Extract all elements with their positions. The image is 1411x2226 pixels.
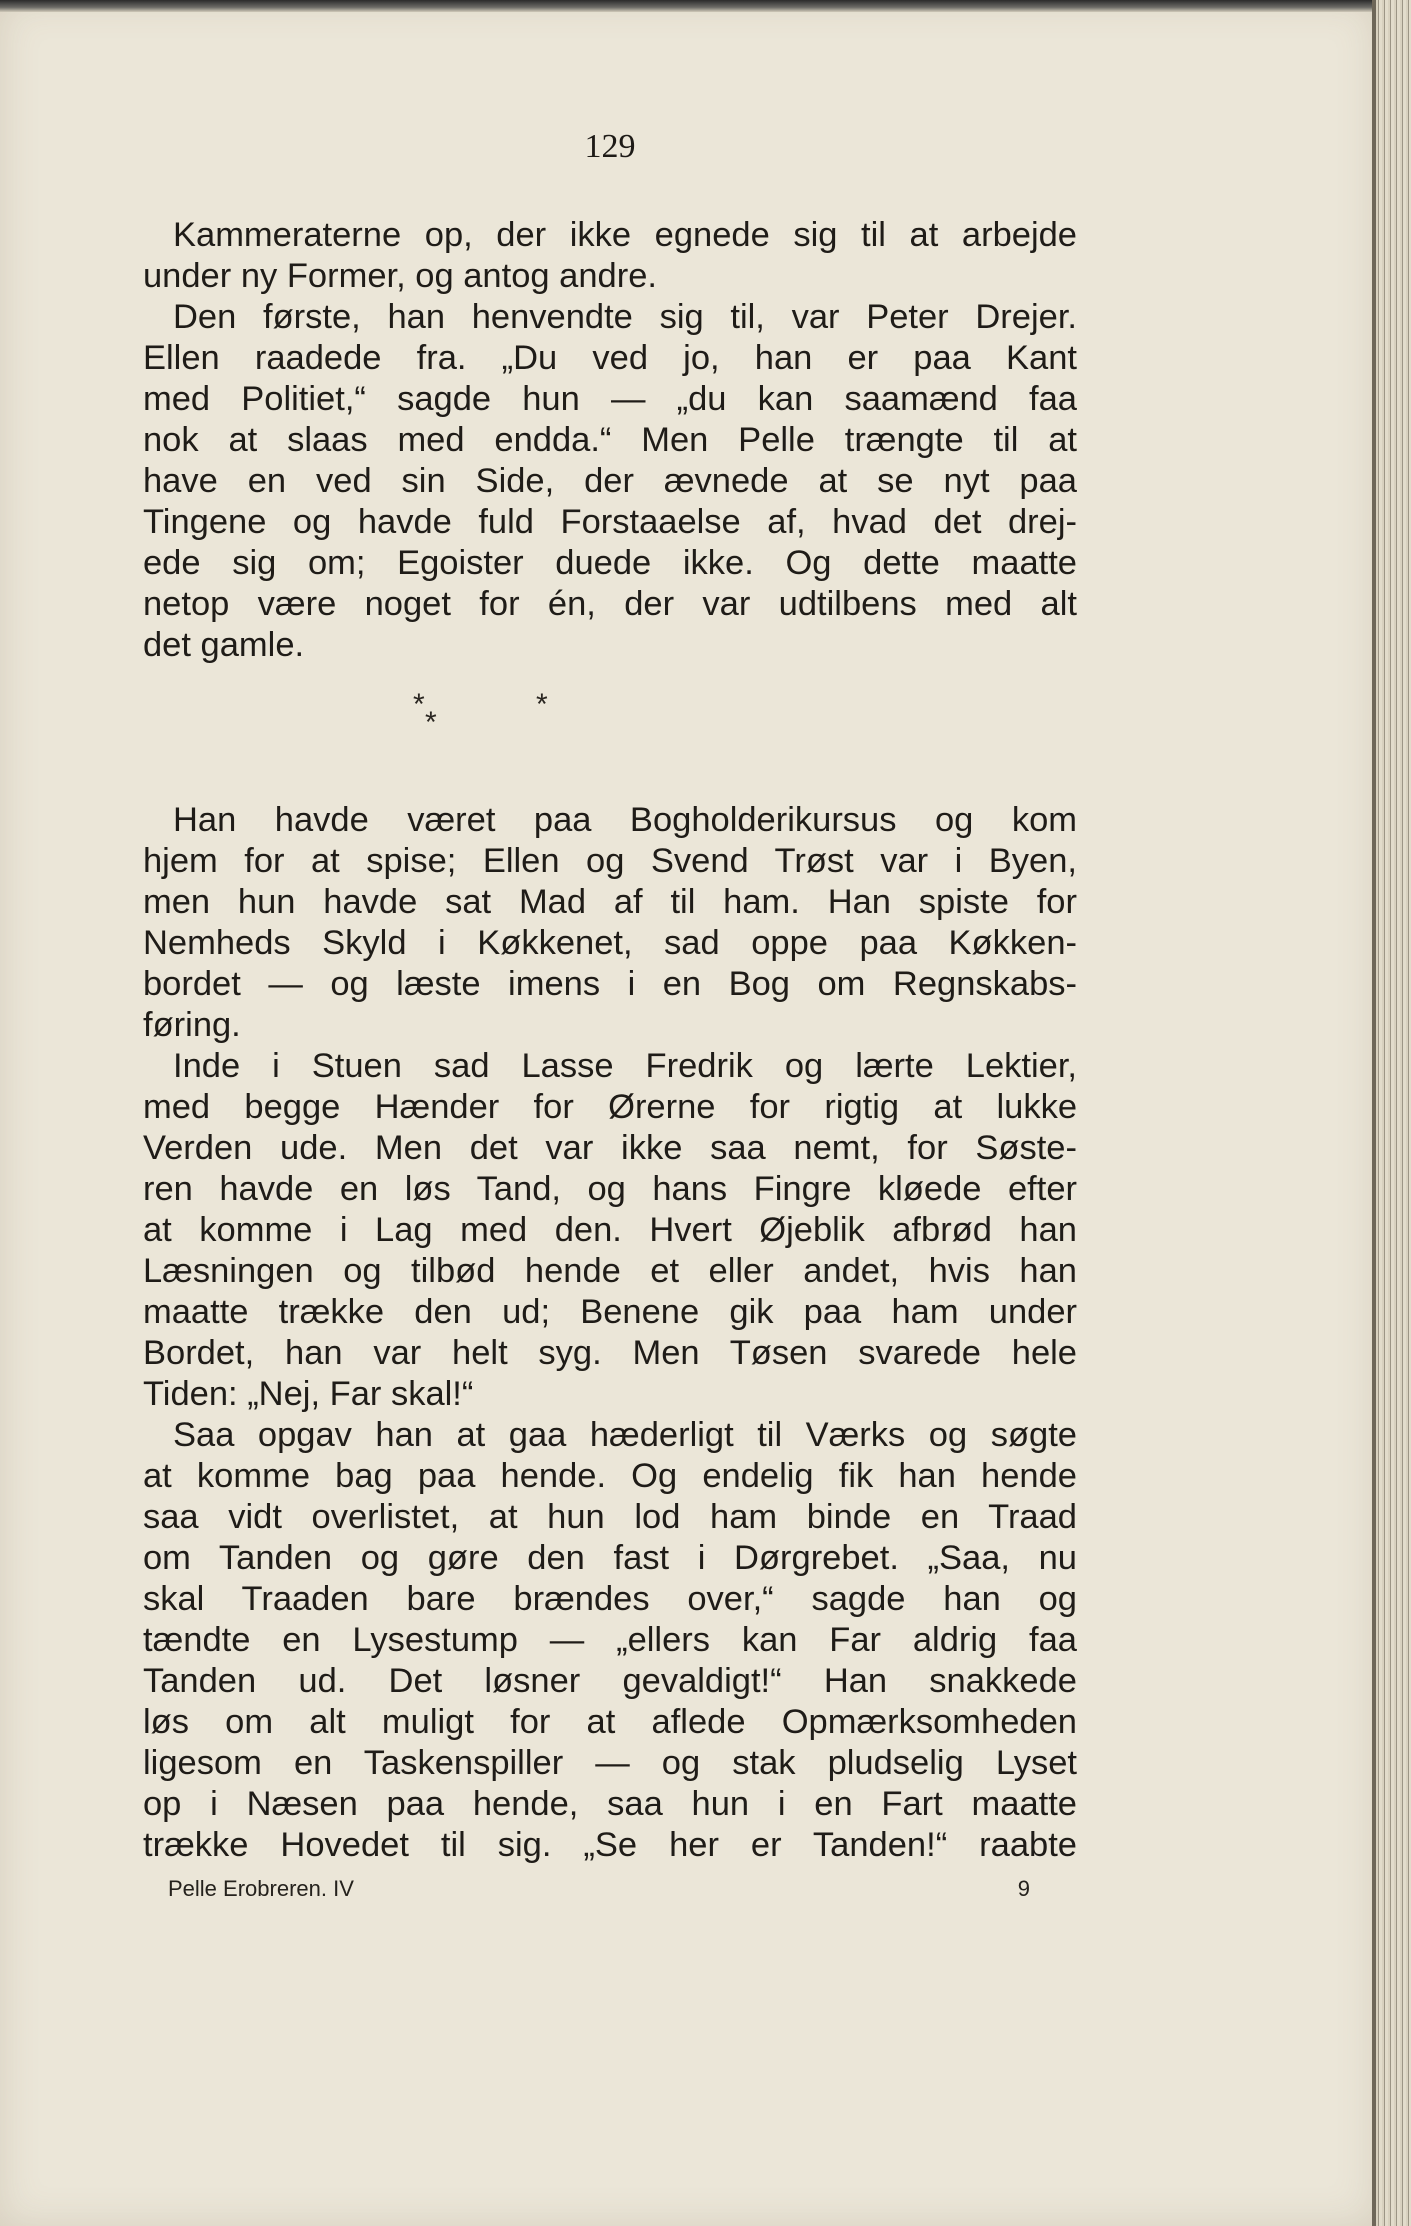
text-line: nok at slaas med endda.“ Men Pelle trængte til at: [143, 421, 1077, 459]
text-line: under ny Former, og antog andre.: [143, 257, 657, 295]
text-line: Verden ude. Men det var ikke saa nemt, for Søste-: [143, 1129, 1077, 1167]
text-line: om Tanden og gøre den fast i Dørgrebet. „Saa, nu: [143, 1539, 1077, 1577]
paragraphs-before-break: [143, 215, 1077, 666]
top-edge-shadow: [0, 0, 1411, 12]
text-line: at komme bag paa hende. Og endelig fik han hende: [143, 1457, 1077, 1495]
sheet-number: 9: [1017, 1876, 1030, 1901]
text-line: Saa opgav han at gaa hæderligt til Værks og søgte: [173, 1416, 1077, 1454]
paragraph: [143, 215, 1077, 297]
text-line: Den første, han henvendte sig til, var Peter Drejer.: [173, 298, 1077, 336]
text-line: skal Traaden bare brændes over,“ sagde han og: [143, 1580, 1077, 1618]
paragraph: [143, 800, 1077, 1046]
text-line: ligesom en Taskenspiller — og stak pludselig Lyset: [143, 1744, 1077, 1782]
text-line: Ellen raadede fra. „Du ved jo, han er paa Kant: [143, 339, 1077, 377]
text-line: ede sig om; Egoister duede ikke. Og dette maatte: [143, 544, 1077, 582]
text-line: Bordet, han var helt syg. Men Tøsen svarede hele: [143, 1334, 1077, 1372]
text-line: Nemheds Skyld i Køkkenet, sad oppe paa Køkken-: [143, 924, 1077, 962]
text-line: Tanden ud. Det løsner gevaldigt!“ Han snakkede: [143, 1662, 1077, 1700]
text-line: Tingene og havde fuld Forstaaelse af, hvad det drej-: [143, 503, 1077, 541]
text-line: Han havde været paa Bogholderikursus og kom: [173, 801, 1077, 839]
book-fore-edge: [1376, 0, 1411, 2226]
text-line: det gamle.: [143, 626, 305, 664]
text-line: ren havde en løs Tand, og hans Fingre kløede efter: [143, 1170, 1077, 1208]
text-line: maatte trække den ud; Benene gik paa ham under: [143, 1293, 1077, 1331]
page-footer: [168, 1876, 1030, 1902]
text-line: netop være noget for én, der var udtilbens med alt: [143, 585, 1077, 623]
text-line: Kammeraterne op, der ikke egnede sig til at arbejde: [173, 216, 1077, 254]
text-line: Inde i Stuen sad Lasse Fredrik og lærte Lektier,: [173, 1047, 1077, 1085]
paragraphs-after-break: [143, 800, 1077, 1866]
text-line: saa vidt overlistet, at hun lod ham binde en Traad: [143, 1498, 1077, 1536]
text-line: hjem for at spise; Ellen og Svend Trøst var i Byen,: [143, 842, 1077, 880]
text-line: op i Næsen paa hende, saa hun i en Fart maatte: [143, 1785, 1077, 1823]
body-text: [143, 215, 1077, 1866]
section-break: [143, 684, 1077, 784]
text-line: løs om alt muligt for at aflede Opmærksomheden: [143, 1703, 1077, 1741]
signature-mark: Pelle Erobreren. IV: [168, 1876, 354, 1901]
page-number: 129: [584, 128, 636, 165]
text-line: Læsningen og tilbød hende et eller andet, hvis han: [143, 1252, 1077, 1290]
text-line: tændte en Lysestump — „ellers kan Far aldrig faa: [143, 1621, 1077, 1659]
section-break-star: *: [425, 706, 437, 739]
paragraph: [143, 1046, 1077, 1415]
text-line: føring.: [143, 1006, 241, 1044]
text-line: bordet — og læste imens i en Bog om Regnskabs-: [143, 965, 1077, 1003]
text-line: trække Hovedet til sig. „Se her er Tanden!“ raabte: [143, 1826, 1077, 1864]
text-line: Tiden: „Nej, Far skal!“: [143, 1375, 474, 1413]
section-break-star: *: [413, 688, 425, 721]
paragraph: [143, 297, 1077, 666]
text-line: at komme i Lag med den. Hvert Øjeblik afbrød han: [143, 1211, 1077, 1249]
paragraph: [143, 1415, 1077, 1866]
text-line: med Politiet,“ sagde hun — „du kan saamænd faa: [143, 380, 1077, 418]
text-line: men hun havde sat Mad af til ham. Han spiste for: [143, 883, 1077, 921]
text-line: med begge Hænder for Ørerne for rigtig at lukke: [143, 1088, 1077, 1126]
section-break-star: *: [536, 688, 548, 721]
text-line: have en ved sin Side, der ævnede at se nyt paa: [143, 462, 1077, 500]
